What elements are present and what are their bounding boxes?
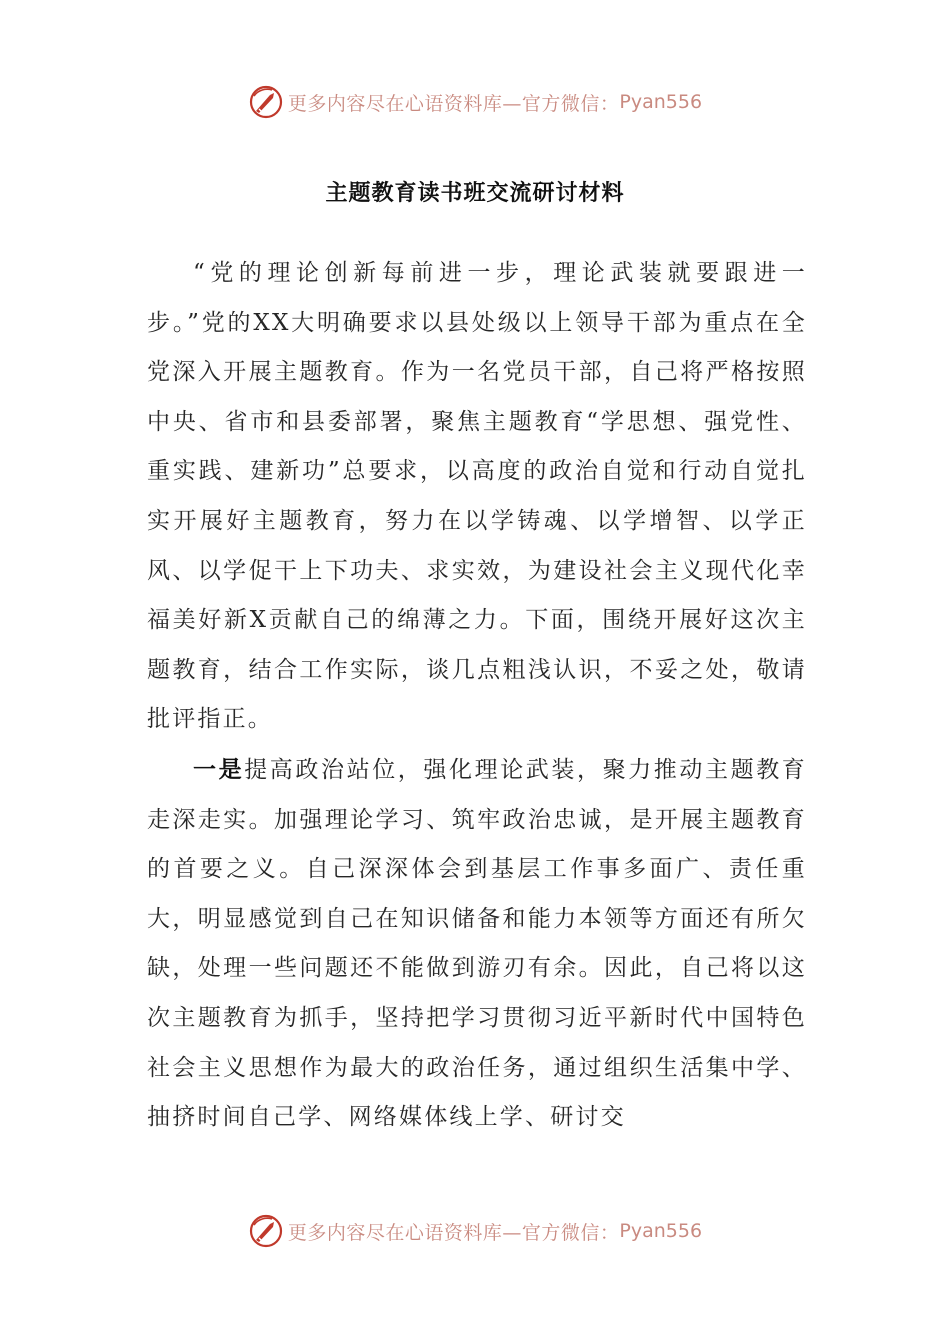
watermark-wechat-id: Pyan556 [619,91,703,113]
paragraph-intro [147,248,807,745]
paragraph-text: “党的理论创新每前进一步，理论武装就要跟进一步。”党的XX大明确要求以县处级以上领导干部为重点在全党深入开展主题教育。作为一名党员干部，自己将严格按照中央、省市和县委部署，聚焦主题教育“学思想、强党性、重实践、建新功”总要求，以高度的政治自觉和行动自觉扎实开展好主题教育，努力在以学铸魂、以学增智、以学正风、以学促干上下功夫、求实效，为建设社会主义现代化幸福美好新X贡献自己的绵薄之力。下面，围绕开展好这次主题教育，结合工作实际，谈几点粗浅认识，不妥之处，敬请批评指正。 [147,260,808,733]
document-body [147,248,807,1143]
watermark-banner-top [0,82,950,122]
paragraph-point-one [147,745,807,1143]
paragraph-text: 提高政治站位，强化理论武装，聚力推动主题教育走深走实。加强理论学习、筑牢政治忠诚，是开展主题教育的首要之义。自己深深体会到基层工作事多面广、责任重大，明显感觉到自己在知识储备和能力本领等方面还有所欠缺，处理一些问题还不能做到游刃有余。因此，自己将以这次主题教育为抓手，坚持把学习贯彻习近平新时代中国特色社会主义思想作为最大的政治任务，通过组织生活集中学、抽挤时间自己学、网络媒体线上学、研讨交 [147,756,807,1131]
pen-logo-icon [248,84,284,120]
watermark-banner-bottom [0,1211,950,1251]
document-title: 主题教育读书班交流研讨材料 [325,180,625,206]
pen-logo-icon [248,1213,284,1249]
watermark-text: 更多内容尽在心语资料库—官方微信： [287,1221,620,1244]
watermark-wechat-id: Pyan556 [619,1220,703,1242]
paragraph-lead: 一是 [193,755,245,783]
watermark-text: 更多内容尽在心语资料库—官方微信： [287,92,620,115]
